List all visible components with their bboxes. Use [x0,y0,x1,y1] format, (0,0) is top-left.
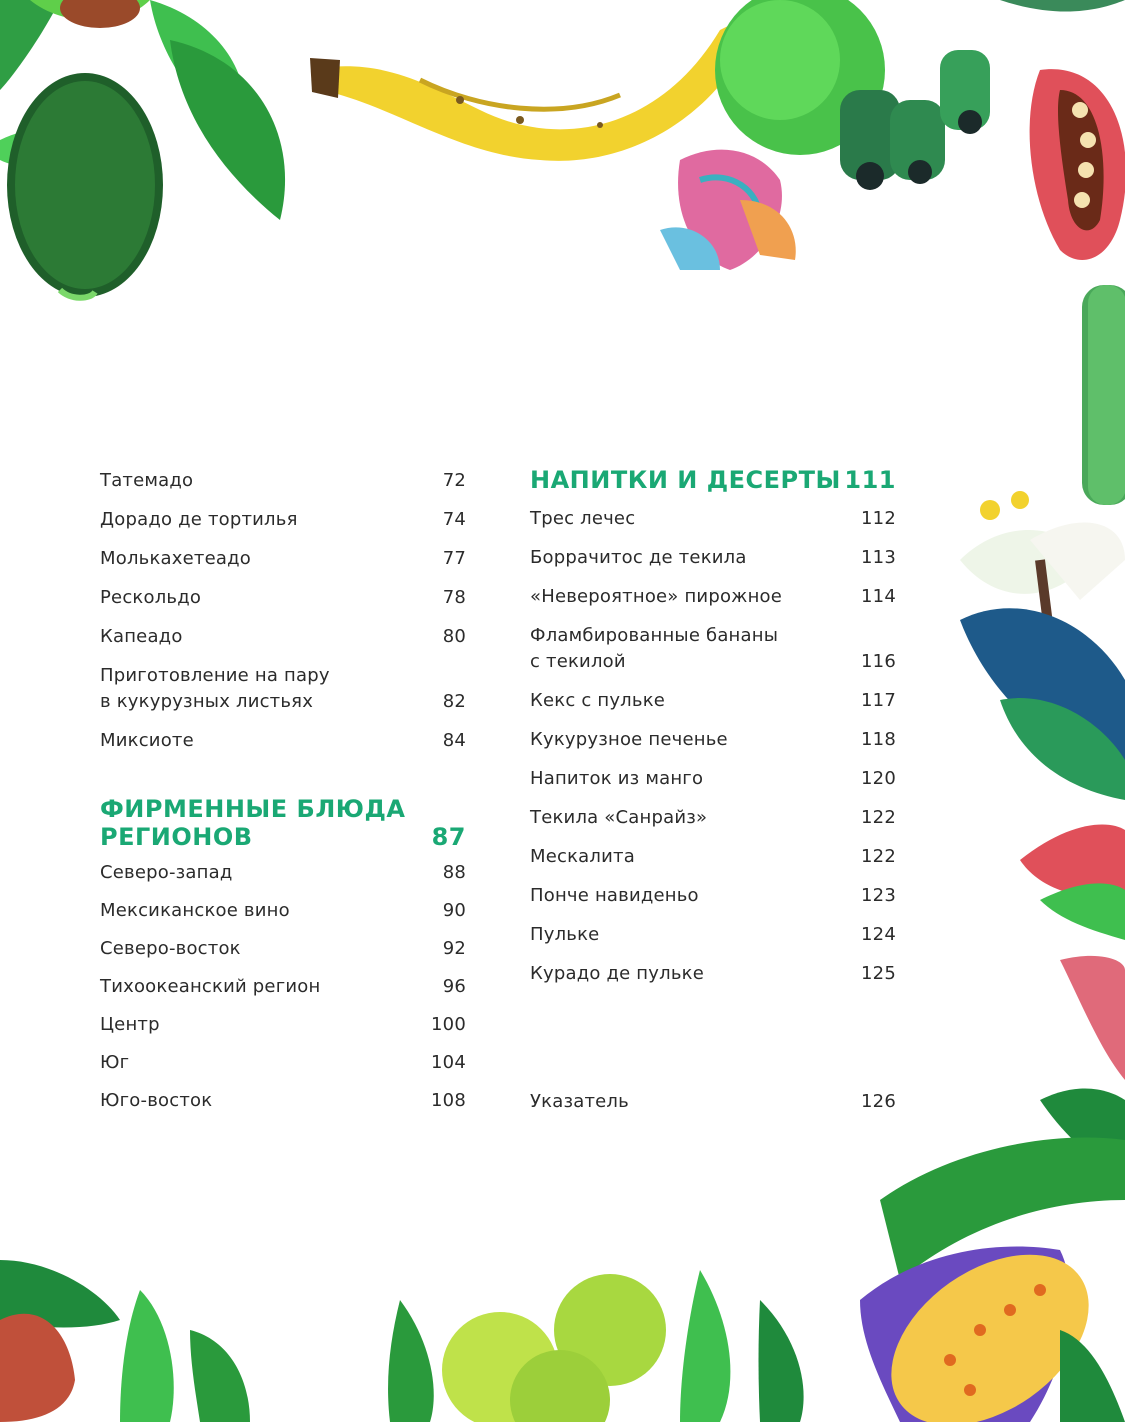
toc-entry-page: 114 [861,586,896,607]
vanilla-flower-illustration [960,491,1125,800]
toc-entry-page: 125 [861,963,896,984]
toc-entry-page: 124 [861,924,896,945]
toc-entry-page: 126 [861,1091,896,1112]
toc-entry-page: 92 [442,938,466,959]
toc-entry-page: 104 [431,1052,466,1073]
toc-entry[interactable] [530,584,896,610]
corn-illustration [860,1138,1125,1422]
toc-entry-title: Курадо де пульке [530,963,704,984]
toc-entry[interactable] [100,546,466,572]
toc-entry-title: Приготовление на пару в кукурузных листьях [100,665,330,712]
toc-entry-page: 74 [442,509,466,530]
toc-entry[interactable] [530,922,896,948]
toc-entry[interactable] [100,898,466,924]
toc-entry[interactable] [530,727,896,753]
toc-entry-title: Капеадо [100,626,183,647]
toc-entry[interactable] [100,1012,466,1038]
toc-entry-title: Миксиоте [100,730,194,751]
toc-entry[interactable] [530,805,896,831]
toc-entry[interactable] [100,585,466,611]
section-heading-page: 111 [844,466,896,494]
toc-entry-page: 117 [861,690,896,711]
toc-entry[interactable] [530,545,896,571]
toc-entry-title: Мексиканское вино [100,900,290,921]
toc-entry-title: Татемадо [100,470,194,491]
toc-entry-page: 123 [861,885,896,906]
section-heading-drinks-desserts[interactable] [530,466,896,494]
toc-entry[interactable] [100,936,466,962]
toc-entry-title: Юг [100,1052,130,1073]
toc-entry-page: 82 [442,691,466,712]
toc-entry-title: Мескалита [530,846,635,867]
toc-entry[interactable] [100,624,466,650]
toc-entry-title: Кукурузное печенье [530,729,728,750]
toc-entry-page: 84 [442,730,466,751]
lime-illustration [388,1270,804,1422]
toc-entry-title: Северо-восток [100,938,241,959]
cactus-illustration [1082,285,1125,505]
section-heading-title: НАПИТКИ И ДЕСЕРТЫ [530,466,841,494]
toc-entry[interactable] [100,1050,466,1076]
toc-entry-page: 122 [861,846,896,867]
lime-illustration [715,0,885,155]
toc-entry-page: 77 [442,548,466,569]
toc-entry-title: Трес лечес [530,508,636,529]
flower-illustration [660,150,796,270]
toc-left-column [100,468,466,1114]
toc-entry-title: Боррачитос де текила [530,547,747,568]
toc-entry-index[interactable] [530,1089,896,1115]
toc-entry-title: Напиток из манго [530,768,704,789]
toc-entry[interactable] [100,860,466,886]
toc-entry-title: Понче навиденьо [530,885,699,906]
cactus-illustration [840,50,990,190]
cocoa-pod-illustration [1000,0,1125,260]
toc-entry[interactable] [530,883,896,909]
toc-entry-title: Центр [100,1014,160,1035]
toc-entry[interactable] [100,663,466,715]
toc-entry-page: 90 [442,900,466,921]
toc-entry-page: 88 [442,862,466,883]
toc-entry[interactable] [100,507,466,533]
toc-entry-title: Пульке [530,924,600,945]
toc-entry[interactable] [530,961,896,987]
toc-entry-title: Рескольдо [100,587,202,608]
toc-entry[interactable] [530,688,896,714]
toc-entry-page: 80 [442,626,466,647]
toc-entry-page: 122 [861,807,896,828]
toc-entry-title: Фламбированные бананы с текилой [530,625,779,672]
toc-entry-title: «Невероятное» пирожное [530,586,783,607]
avocado-illustration [0,0,285,298]
toc-entry[interactable] [100,974,466,1000]
toc-right-column [530,466,896,1115]
section-heading-title: ФИРМЕННЫЕ БЛЮДА РЕГИОНОВ [100,795,406,851]
toc-entry-page: 72 [442,470,466,491]
toc-entry[interactable] [530,844,896,870]
toc-entry[interactable] [100,468,466,494]
toc-entry-title: Текила «Санрайз» [530,807,708,828]
mango-illustration [0,1260,250,1422]
toc-entry-page: 120 [861,768,896,789]
toc-entry-title: Кекс с пульке [530,690,666,711]
toc-entry-page: 118 [861,729,896,750]
toc-entry-title: Дорадо де тортилья [100,509,298,530]
toc-entry-page: 113 [861,547,896,568]
toc-entry[interactable] [100,728,466,754]
toc-entry-page: 108 [431,1090,466,1111]
toc-entry-page: 116 [861,651,896,672]
toc-entry[interactable] [530,506,896,532]
toc-entry-page: 100 [431,1014,466,1035]
toc-entry-title: Тихоокеанский регион [100,976,321,997]
toc-entry-title: Молькахетеадо [100,548,251,569]
toc-entry[interactable] [530,766,896,792]
toc-entry-title: Указатель [530,1091,629,1112]
toc-entry[interactable] [100,1088,466,1114]
banana-illustration [310,10,760,161]
toc-entry-title: Северо-запад [100,862,233,883]
leaves-illustration [1020,824,1125,1180]
toc-entry-page: 96 [442,976,466,997]
section-heading-regional-dishes[interactable] [100,795,466,851]
section-heading-page: 87 [431,823,466,851]
toc-entry-title: Юго-восток [100,1090,213,1111]
toc-entry[interactable] [530,623,896,675]
toc-entry-page: 78 [442,587,466,608]
toc-entry-page: 112 [861,508,896,529]
